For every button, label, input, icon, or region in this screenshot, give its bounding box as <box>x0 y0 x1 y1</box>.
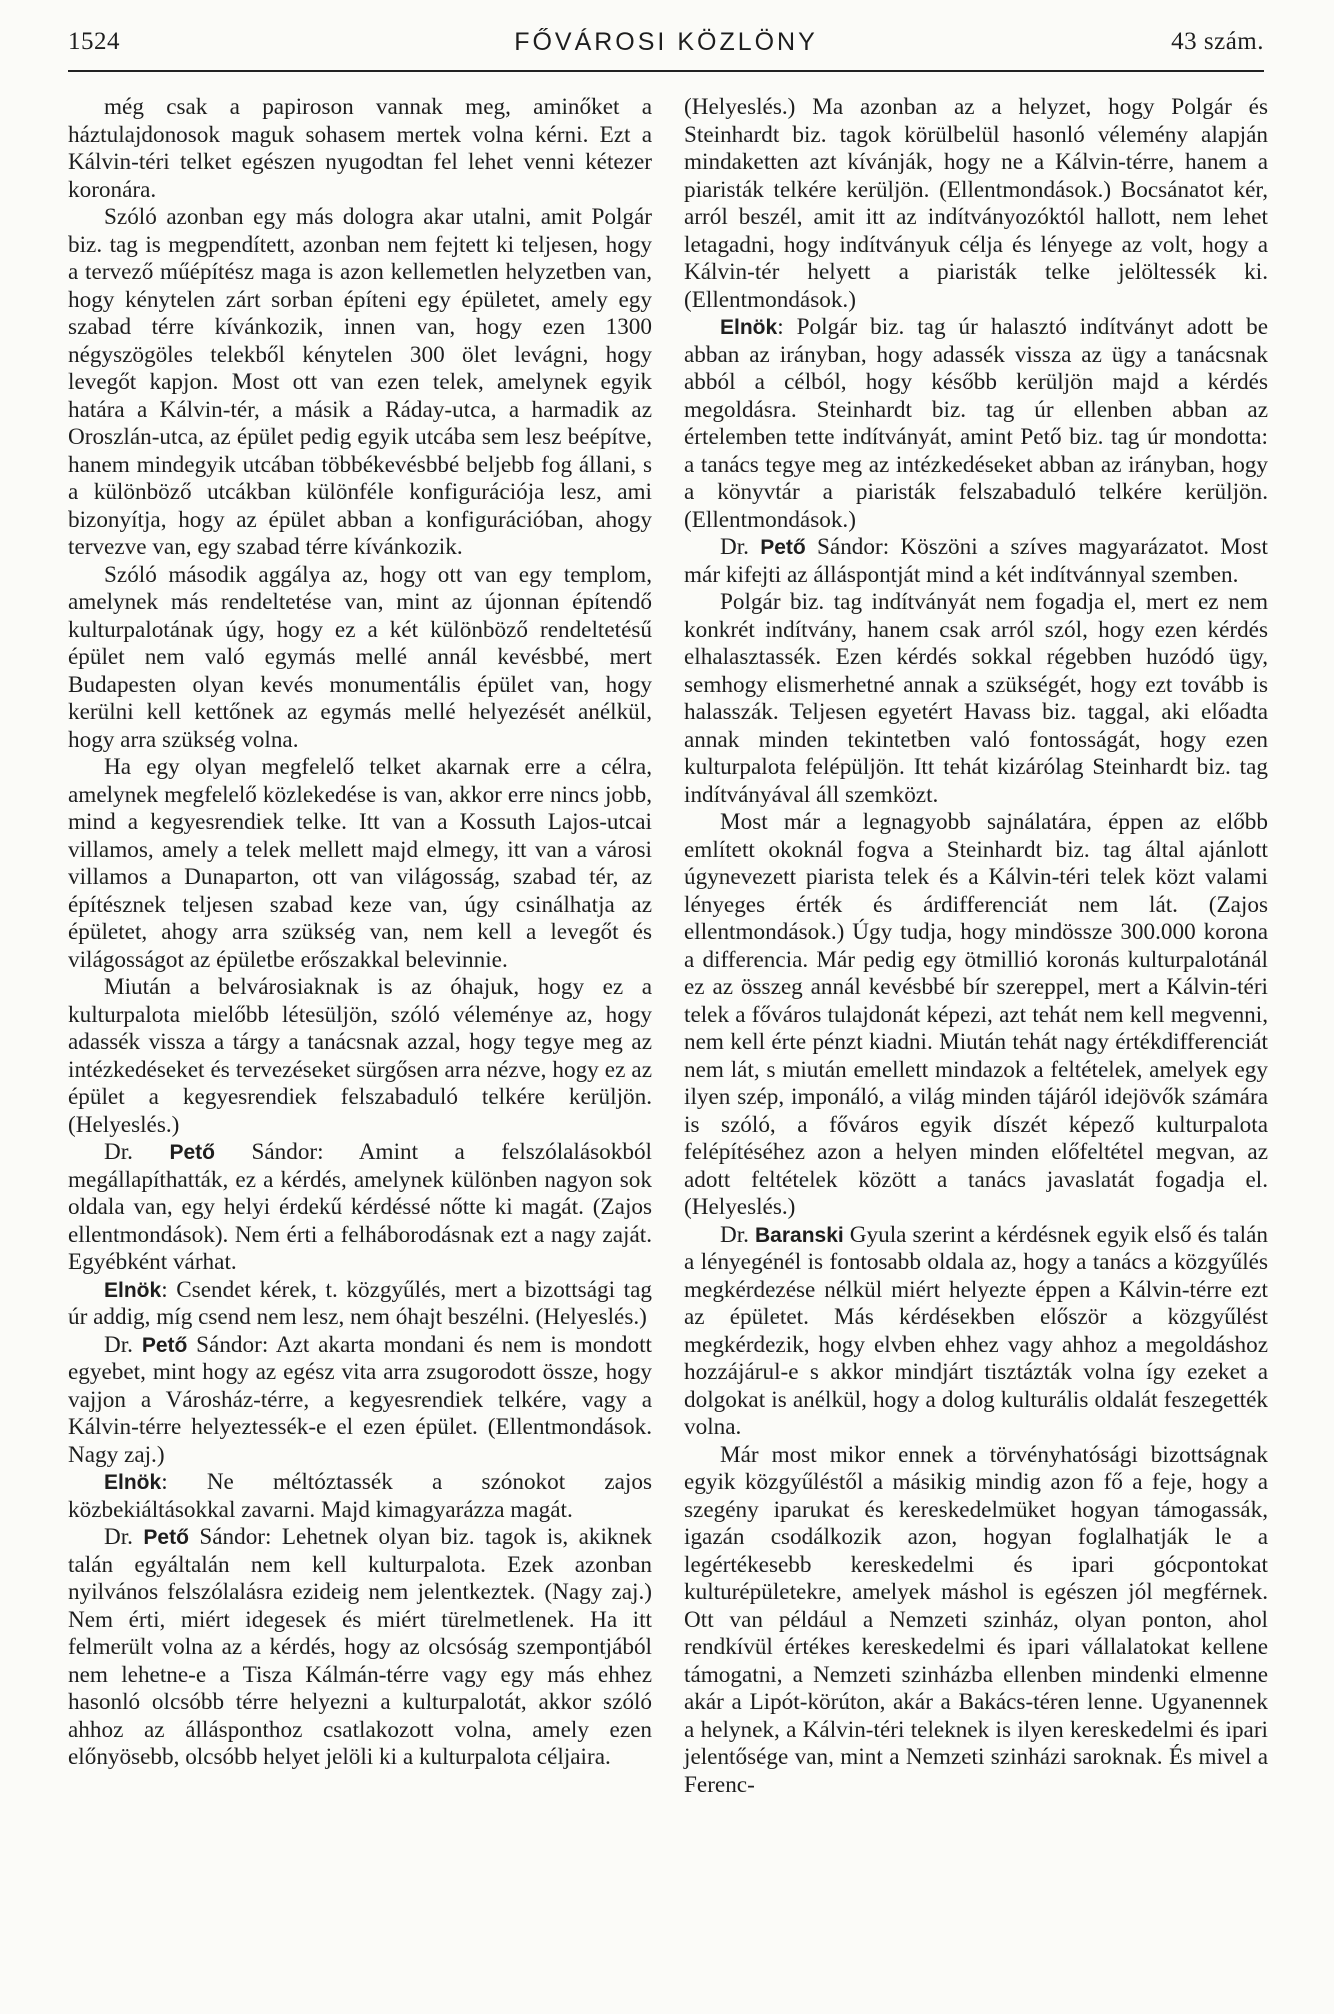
paragraph-text: (Helyeslés.) Ma azonban az a helyzet, hogy Polgár és Steinhardt biz. tagok körülbelül hasonló vélemény alapján mindaketten azt kívánják, hogy ne a Kálvin-térre, hanem a piaristák telkére kerüljön. (Ellentmondások.) Bocsánatot kér, arról beszél, amit itt az indítványozóktól hallott, nem lehet letagadni, hogy indítványuk célja és lényege az volt, hogy a Kálvin-tér helyett a piaristák telke jelöltessék ki. (Ellentmondások.) <box>684 94 1268 313</box>
speaker-suffix: : <box>161 1276 177 1303</box>
paragraph-text: Gyula szerint a kérdésnek egyik első és talán a lényegénél is fontosabb oldala az, hogy a tanács a közgyűlés megkérdezése nélkül miért helyezte éppen a Kálvin-térre ezt az épületet. Más kérdésekben először a közgyűlést megkérdezik, hogy elvben ehhez vagy ahhoz a megoldáshoz hozzájárul-e s akkor mindjárt tisztázták volna így ezeket a dolgokat is anélkül, hogy a dolog kulturális oldalát feszegették volna. <box>684 1221 1268 1440</box>
paragraph-text: Azt akarta mondani és nem is mondott egyebet, mint hogy az egész vita arra zsugorodott össze, hogy vajjon a Városház-térre, a kegyesrendiek telkére, vagy a Kálvin-térre helyeztessék-e el ezen épület. (Ellentmondások. Nagy zaj.) <box>68 1331 652 1468</box>
header-rule <box>68 70 1264 72</box>
speech-paragraph <box>68 1332 652 1470</box>
speech-paragraph <box>68 1469 652 1524</box>
paragraph-text: Miután a belvárosiaknak is az óhajuk, hogy ez a kulturpalota mielőbb létesüljön, szóló véleménye az, hogy adassék vissza a tárgy a tanácsnak azzal, hogy tegye meg az intézkedéseket és tervezéseket sürgősen arra nézve, hogy ez az épület a kegyesrendiek felszabaduló telkére kerüljön. (Helyeslés.) <box>68 974 652 1138</box>
issue-number: 43 szám. <box>1171 28 1264 55</box>
paragraph-text: Ha egy olyan megfelelő telket akarnak erre a célra, amelynek megfelelő közlekedése is van, akkor erre nincs jobb, mind a kegyesrendiek telke. Itt van a Kossuth Lajos-utcai villamos, amely a telek mellett majd elmegy, itt van a városi villamos a Dunaparton, ott van világosság, szabad tér, az építésznek teljesen szabad keze van, úgy csinálhatja az épületet, ahogy arra szükség van, nem kell a levegőt és világosságot az épületbe erőszakkal belevinnie. <box>68 754 652 973</box>
paragraph-text: Szóló azonban egy más dologra akar utalni, amit Polgár biz. tag is megpendített, azonban nem fejtett ki teljesen, hogy a tervező műépítész maga is azon kellemetlen helyzetben van, hogy kénytelen zárt sorban építeni egy épületet, amely egy szabad térre kívánkozik, innen van, hogy ezen 1300 négyszögöles telekből kénytelen 300 ölet levágni, hogy levegőt kapjon. Most ott van ezen telek, amelynek egyik határa a Kálvin-tér, a másik a Ráday-utca, a harmadik az Oroszlán-utca, az épület pedig egyik utcába sem lesz beépítve, hanem mindegyik utcában többékevésbbé beljebb fog állani, s a különböző utcákban különféle konfigurációja lesz, ami bizonyítja, hogy az épület abban a konfigurációban, ahogy tervezve van, egy szabad térre kívánkozik. <box>68 204 652 560</box>
speaker-name: Elnök <box>104 1471 162 1494</box>
speaker-title: Dr. <box>720 534 761 560</box>
speaker-suffix: Sándor: <box>188 1524 282 1550</box>
paragraph <box>68 974 652 1139</box>
left-column <box>68 94 652 1772</box>
paragraph-text: Ne méltóztassék a szónokot zajos közbekiáltásokkal zavarni. Majd kimagyarázza magát. <box>68 1469 652 1523</box>
speech-paragraph <box>68 1524 652 1772</box>
paragraph <box>684 94 1268 314</box>
speaker-suffix: : <box>161 1469 207 1495</box>
speech-paragraph <box>684 534 1268 589</box>
paragraph-text: Szóló második aggálya az, hogy ott van egy templom, amelynek más rendeltetése van, mint az újonnan építendő kulturpalotának úgy, hogy ez a két különböző rendeltetésű épület nem való egymás mellé annál kevésbbé, mert Budapesten olyan kevés monumentális épület van, hogy kerülni kell kettőnek az egymás mellé helyezését anélkül, hogy arra szükség volna. <box>68 561 652 753</box>
speaker-title: Dr. <box>104 1331 142 1358</box>
speaker-suffix: : <box>777 314 797 340</box>
paragraph <box>68 754 652 974</box>
paragraph <box>684 589 1268 809</box>
speaker-name: Pető <box>760 536 806 559</box>
speech-paragraph <box>68 1277 652 1332</box>
speaker-name: Pető <box>169 1141 215 1164</box>
paragraph <box>68 562 652 755</box>
speech-paragraph <box>68 1139 652 1277</box>
speaker-title: Dr. <box>104 1524 144 1550</box>
speaker-name: Baranski <box>755 1223 844 1247</box>
paragraph-text: Köszöni a szíves magyarázatot. Most már kifejti az álláspontját mind a két indítvánnyal szemben. <box>684 534 1268 588</box>
paragraph-text: még csak a papiroson vannak meg, aminőket a háztulajdonosok maguk sohasem mertek volna kérni. Ezt a Kálvin-téri telket egészen nyugodtan fel lehet venni kétezer koronára. <box>68 94 652 203</box>
speech-paragraph <box>684 314 1268 534</box>
paragraph-text: Amint a felszólalásokból megállapíthatták, ez a kérdés, amelynek különben nagyon sok oldala van, egy helyi érdekű kérdéssé nőtte ki magát. (Zajos ellentmondások). Nem érti a felháborodásnak ezt a nagy zaját. Egyébként várhat. <box>68 1139 652 1275</box>
speaker-title: Dr. <box>720 1221 756 1248</box>
page-number: 1524 <box>68 28 120 55</box>
speaker-suffix: Sándor: <box>214 1139 359 1165</box>
paragraph <box>684 1442 1268 1800</box>
paragraph <box>68 204 652 562</box>
speech-paragraph <box>684 1222 1268 1442</box>
page-header <box>68 28 1264 68</box>
right-column <box>684 94 1268 1799</box>
speaker-suffix: Sándor: <box>805 534 901 560</box>
speaker-name: Elnök <box>104 1278 162 1302</box>
paragraph <box>684 809 1268 1222</box>
speaker-name: Pető <box>141 1333 188 1357</box>
paragraph-text: Most már a legnagyobb sajnálatára, éppen az előbb említett okoknál fogva a Steinhardt biz. tag által ajánlott úgynevezett piarista telek és a Kálvin-téri telek közt valami lényeges érték és árdifferenciát nem lát. (Zajos ellentmondások.) Úgy tudja, hogy mindössze 300.000 korona a differencia. Már pedig egy ötmillió koronás kulturpalotánál ez az összeg annál kevésbbé bír szereppel, mert a Kálvin-téri telek a főváros tulajdonát képezi, azt tehát nem kell megvenni, nem kell érte pénzt kiadni. Miután tehát nagy értékdifferenciát nem lát, s miután emellett mindazok a feltételek, amelyek egy ilyen szép, imponáló, a világ minden tájáról idejövők számára is szóló, a főváros egyik díszét képező kulturpalota felépítéséhez azon a helyen minden előfeltétel megvan, az adott feltételek között a tanács javaslatát fogadja el. (Helyeslés.) <box>684 809 1268 1220</box>
speaker-name: Pető <box>143 1526 189 1549</box>
paragraph-text: Polgár biz. tag indítványát nem fogadja el, mert ez nem konkrét indítvány, hanem csak arról szól, hogy ezen kérdés elhalasztassék. Ezen kérdés sokkal régebben huzódó ügy, semhogy elismerhetné annak a szükségét, hogy ezt tovább is halasszák. Teljesen egyetért Havass biz. taggal, aki előadta annak minden tekintetben való fontosságát, hogy ezen kulturpalota felépüljön. Itt tehát kizárólag Steinhardt biz. tag indítványával áll szemközt. <box>684 589 1268 808</box>
paragraph-text: Csendet kérek, t. közgyűlés, mert a bizottsági tag úr addig, míg csend nem lesz, nem óhajt beszélni. (Helyeslés.) <box>68 1276 652 1330</box>
paragraph-text: Polgár biz. tag úr halasztó indítványt adott be abban az irányban, hogy adassék vissza az ügy a tanácsnak abból a célból, hogy később kerüljön majd a kérdés megoldásra. Steinhardt biz. tag úr ellenben abban az értelemben tette indítványát, amint Pető biz. tag úr mondotta: a tanács tegye meg az intézkedéseket abban az irányban, hogy a könyvtár a piaristák felszabaduló telkére kerüljön. (Ellentmondások.) <box>684 314 1268 533</box>
paragraph-text: Már most mikor ennek a törvényhatósági bizottságnak egyik közgyűléstől a másikig mindig azon fő a feje, hogy a szegény iparukat és kereskedelmüket hogyan támogassák, igazán csodálkozik azon, hogyan foglalhatják le a legértékesebb kereskedelmi és ipari gócpontokat kulturépületekre, amelyek máshol is egészen jól megférnek. Ott van például a Nemzeti szinház, olyan ponton, ahol rendkívül értékes kereskedelmi és ipari vállalatokat kellene támogatni, a Nemzeti szinházba ellenben mindenki elmenne akár a Lipót-körúton, akár a Bakács-téren lenne. Ugyanennek a helynek, a Kálvin-téri teleknek is ilyen kereskedelmi és ipari jelentősége van, mint a Nemzeti szinházi saroknak. És mivel a Ferenc- <box>684 1441 1268 1798</box>
paragraph <box>68 94 652 204</box>
speaker-suffix: Sándor: <box>187 1331 276 1358</box>
speaker-name: Elnök <box>720 316 778 339</box>
paragraph-text: Lehetnek olyan biz. tagok is, akiknek talán egyáltalán nem kell kulturpalota. Ezek azonban nyilvános felszólalásra ezideig nem jelentkeztek. (Nagy zaj.) Nem érti, miért idegesek és miért türelmetlenek. Ha itt felmerült volna az a kérdés, hogy az olcsóság szempontjából nem lehetne-e a Tisza Kálmán-térre vagy egy más ehhez hasonló olcsóbb térre helyezni a kulturpalotát, akkor szóló ahhoz az állásponthoz csatlakozott volna, amely ezen előnyösebb, olcsóbb helyet jelöli ki a kulturpalota céljaira. <box>68 1524 652 1770</box>
journal-title: FŐVÁROSI KÖZLÖNY <box>514 28 818 56</box>
speaker-title: Dr. <box>104 1139 170 1165</box>
